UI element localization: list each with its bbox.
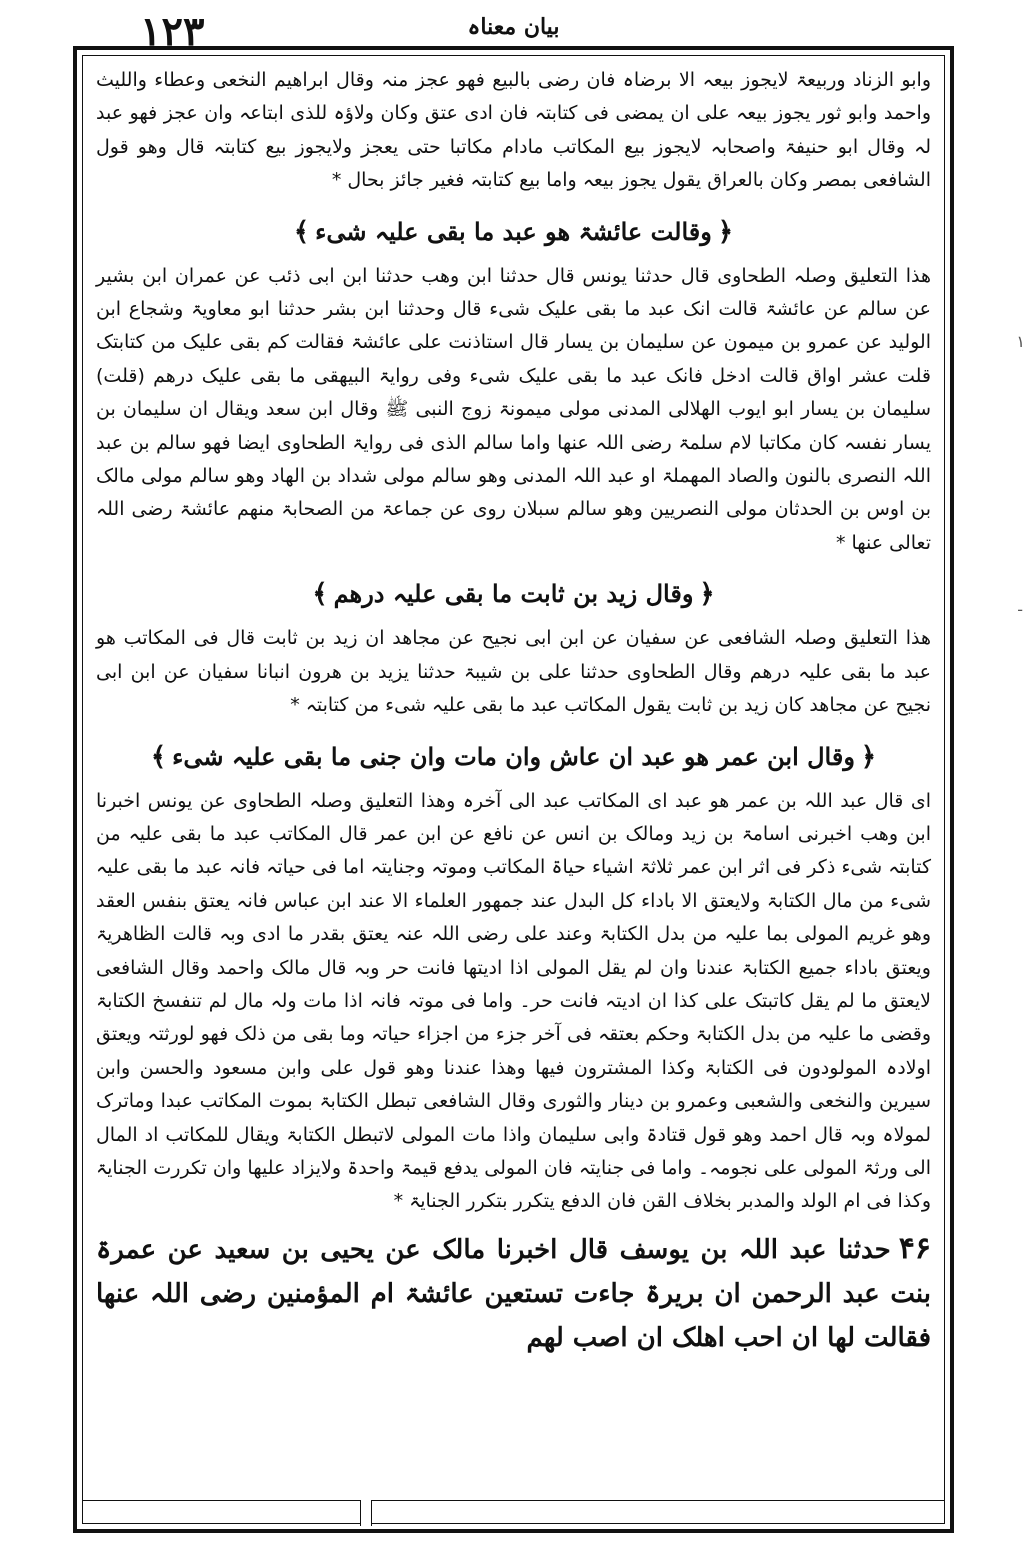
heading-zaid [96, 574, 931, 614]
heading-zaid-text: وقال زید بن ثابت ما بقی علیہ درھم [333, 579, 694, 609]
running-head: بیان معناہ [467, 14, 560, 40]
hadith-46 [96, 1227, 931, 1360]
page-content [96, 64, 931, 1360]
star-ornament: * [290, 694, 300, 717]
paragraph-2 [96, 260, 931, 561]
star-ornament: * [331, 169, 342, 192]
bracket-open-ornament: ﴿ [699, 579, 715, 610]
heading-aisha-text: وقالت عائشۃ ھو عبد ما بقی علیہ شیء [315, 216, 712, 246]
page-number: ۱۲۳ [140, 8, 205, 55]
star-ornament: * [835, 531, 846, 554]
paragraph-4-text: ای قال عبد اللہ بن عمر ھو عبد ای المکاتب عبد الی آخرہ وھذا التعلیق وصلہ الطحاوی عن یونس اخبرنا ابن وھب اخبرنی اسامۃ بن زید ومالک بن انس عن نافع عن ابن عمر قال المکاتب عبد ما بقی علیہ من کتابتہ شیء ذکر فی اثر ابن عمر ثلاثۃ اشیاء حیاۃ المکاتب وموتہ وجنایتہ اما فی حیاتہ فانہ عبد ما بقی علیہ شیء من مال الکتابۃ ولایعتق الا باداء کل البدل عند جمھور العلماء الا عند ابن عباس فانہ یعتق بنفس العقد وھو غریم المولی بما علیہ من بدل الکتابۃ وعند علی رضی اللہ عنہ یعتق بقدر ما ادی وبہ قالت الظاھریۃ ویعتق باداء جمیع الکتابۃ عندنا وان لم یقل المولی اذا ادیتھا فانت حر وبہ قال مالک واحمد وقال الشافعی لایعتق ما لم یقل کاتبتک علی کذا ان ادیتہ فانت حر۔ واما فی موتہ فانہ اذا مات ولہ مال لم تنفسخ الکتابۃ وقضی ما علیہ من بدل الکتابۃ وحکم بعتقہ فی آخر جزء من اجزاء حیاتہ وما بقی من ذلک فھو لورثتہ ویعتق اولادہ المولودون فی الکتابۃ وکذا المشترون فیھا وھذا عندنا وھو قول علی وابن مسعود والحسن وابن سیرین والنخعی والشعبی وعمرو بن دینار والثوری وقال الشافعی تبطل الکتابۃ بموت المکاتب عبدا وماترک لمولاہ وبہ قال احمد وھو قول قتادۃ وابی سلیمان واذا مات المولی لاتبطل الکتابۃ ویقال للمکاتب اد المال الی ورثۃ المولی علی نجومہ۔ واما فی جنایتہ فان المولی یدفع قیمۃ واحدۃ ولایزاد علیھا وان تکررت الجنایۃ وکذا فی ام الولد والمدبر بخلاف القن فان الدفع یتکرر بتکرر الجنایۃ [96, 789, 931, 1213]
bracket-close-ornament: ﴾ [312, 579, 328, 610]
heading-ibn-umar-text: وقال ابن عمر ھو عبد ان عاش وان مات وان جنی ما بقی علیہ شیء [172, 741, 855, 771]
bracket-open-ornament: ﴿ [860, 741, 877, 772]
bracket-close-ornament: ﴾ [150, 741, 167, 772]
bottom-gap-marker [360, 1500, 372, 1526]
hadith-number: ۴۶ [898, 1230, 931, 1266]
paragraph-2-text: ھذا التعلیق وصلہ الطحاوی قال حدثنا یونس قال حدثنا ابن وھب حدثنا ابن ابی ذئب عن عمران ابن بشیر عن سالم عن عائشۃ قالت انک عبد ما بقی علیک شیء قال وحدثنا ابن بشر حدثنا ابو معاویۃ وشجاع ابن الولید عن عمرو بن میمون عن سلیمان بن یسار قال استاذنت علی عائشۃ فقالت کم بقی علیک من کتابتک قلت عشر اواق قالت ادخل فانک عبد ما بقی علیک شیء وفی روایۃ البیھقی ما بقی علیک درھم (قلت) سلیمان بن یسار ابو ایوب الھلالی المدنی مولی میمونۃ زوج النبی ﷺ وقال ابن سعد ویقال ان سلیمان بن یسار نفسہ کان مکاتبا لام سلمۃ رضی اللہ عنھا واما سالم الذی فی روایۃ الطحاوی ایضا فھو سالم بن عبد اللہ النصری بالنون والصاد المھملۃ او عبد اللہ المدنی وھو سالم مولی شداد بن الھاد وھو سالم مولی مالک بن اوس بن الحدثان مولی النصریین وھو سالم سبلان روی عن جماعۃ من الصحابۃ منھم عائشۃ رضی اللہ تعالی عنھا [96, 264, 931, 554]
heading-aisha [96, 212, 931, 252]
paragraph-3-text: ھذا التعلیق وصلہ الشافعی عن سفیان عن ابن ابی نجیح عن مجاھد ان زید بن ثابت قال فی المکاتب ھو عبد ما بقی علیہ درھم وقال الطحاوی حدثنا علی بن شیبۃ حدثنا یزید بن ھرون انبانا سفیان عن ابن ابی نجیح عن مجاھد کان زید بن ثابت یقول المکاتب عبد ما بقی علیہ شیء من کتابتہ [96, 627, 931, 717]
star-ornament: * [393, 1190, 404, 1213]
hadith-text: حدثنا عبد اللہ بن یوسف قال اخبرنا مالک عن یحیی بن سعید عن عمرۃ بنت عبد الرحمن ان بریرۃ جاءت تستعین عائشۃ ام المؤمنین رضی اللہ عنھا فقالت لھا ان احب اھلک ان اصب لھم [96, 1234, 931, 1353]
paragraph-1-text: وابو الزناد وربیعۃ لایجوز بیعہ الا برضاہ فان رضی بالبیع فھو عجز منہ وقال ابراھیم النخعی وعطاء واللیث واحمد وابو ثور یجوز بیعہ علی ان یمضی فی کتابتہ فان ادی عتق وکان ولاؤہ للذی ابتاعہ وان عجز فھو عبد لہ وقال ابو حنیفۃ واصحابہ لایجوز بیع المکاتب مادام مکاتبا حتی یعجز ولایجوز بیع کتابتہ قال وھو قول الشافعی بمصر وکان بالعراق یقول یجوز بیعہ واما بیع کتابتہ فغیر جائز بحال [96, 69, 931, 192]
margin-dash: - [1017, 600, 1023, 619]
paragraph-4 [96, 785, 931, 1219]
bracket-close-ornament: ﴾ [293, 216, 310, 247]
margin-mark: ۱ [1016, 332, 1025, 351]
paragraph-1 [96, 64, 931, 198]
heading-ibn-umar [96, 737, 931, 777]
paragraph-3 [96, 622, 931, 722]
bracket-open-ornament: ﴿ [717, 216, 734, 247]
bottom-rule [82, 1500, 945, 1501]
